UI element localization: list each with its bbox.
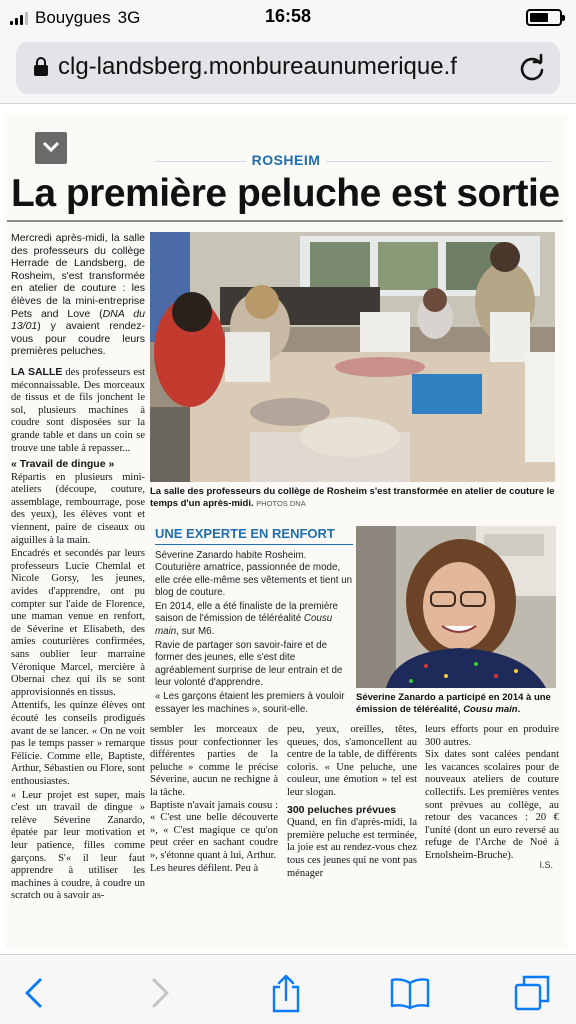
article-kicker: ROSHEIM — [5, 152, 567, 168]
carrier-name: Bouygues — [35, 8, 111, 27]
column-2: sembler les morceaux de tissus pour confectionner les différentes parties de la peluche » comme le précise Séverine, aucun ne rechigne à la tâche. Baptiste n'avait jamais cousu : « C'est une belle découverte », « C'est magique ce qu'on peut créer en sachant coudre », s'étonne quant à lui, Arthur. Les heures défilent. Peu à — [150, 724, 278, 874]
column-4: leurs efforts pour en produire 300 autres. Six dates sont calées pendant les vacances scolaires pour de nouveaux ateliers de couture collectifs. Les premières ventes sont prévues au collège, au retour des vacances : 20 € l'unité (dont un euro reversé au refuge de l'Arche de Noé à Ernolsheim-Bruche). — [425, 724, 559, 861]
article-headline: La première peluche est sortie — [11, 172, 560, 215]
headline-rule — [7, 220, 563, 222]
reload-icon[interactable] — [516, 52, 548, 84]
newspaper-clipping — [5, 114, 567, 949]
status-bar — [0, 0, 576, 34]
subhead-1: « Travail de dingue » — [11, 458, 115, 471]
paragraph-4: Attentifs, les quinze élèves ont écouté les conseils prodigués avant de se lancer. « On ne voit pas le temps passer » remarque Félicie. Comme elle, Baptiste, Arthur, Sébastien ou Flore, sont enthousiastes. — [11, 700, 145, 787]
photo-caption: La salle des professeurs du collège de Rosheim s'est transformée en atelier de couture le temps d'un après-midi. PHOTOS DNA — [150, 486, 555, 509]
workshop-photo — [150, 232, 555, 482]
box-text — [155, 550, 353, 718]
photo-credit: PHOTOS DNA — [256, 498, 306, 508]
network-type: 3G — [117, 8, 141, 27]
web-page — [0, 104, 576, 954]
status-time: 16:58 — [264, 6, 312, 26]
tabs-icon[interactable] — [512, 973, 552, 1013]
paragraph-1: LA SALLE des professeurs est méconnaissable. Des morceaux de tissus et de fils jonchent le sol, plusieurs machines à coudre sont disposées sur la grande table et dans un coin se trouve une table à repasser... — [11, 365, 145, 454]
box-paragraph-2: En 2014, elle a été finaliste de la première saison de l'émission de téléréalité Cousu main, sur M6. — [155, 601, 338, 637]
bottom-toolbar — [0, 954, 576, 1024]
paragraph-2: Répartis en plusieurs mini-ateliers (découpe, couture, assemblage, rembourrage, pose des yeux), les élèves vont et viennent, paire de ciseaux ou aiguilles à la main. — [11, 471, 145, 546]
portrait-photo — [356, 526, 556, 688]
column-3-text: peu, yeux, oreilles, têtes, queues, dos, s'amoncellent au centre de la table, de différents coloris. « Une peluche, une couleur, une émotion » tel est leur slogan. — [287, 724, 417, 798]
address-bar-area — [0, 34, 576, 104]
box-paragraph-3: Ravie de partager son savoir-faire et de former des jeunes, elle s'est dite agréablement surprise de leur entrain et de leur volonté d'apprendre. — [155, 640, 343, 688]
box-rule — [155, 544, 353, 545]
paragraph-3: Encadrés et secondés par leurs professeurs Lucie Chemlal et Nicole Gorsy, les jeunes, avides d'apprendre, ont pu compter sur l'aide de Florence, une maman venue en renfort, de Séverine et Elisabeth, des amies couturières confirmées, sans oublier leur marraine Véronique Marcel, mercière à Obernai chez qui ils se sont approvisionnés en tissus. — [11, 548, 145, 698]
author-signature: I.S. — [539, 860, 553, 870]
column-3 — [287, 724, 417, 881]
column-1 — [11, 232, 145, 904]
box-title: UNE EXPERTE EN RENFORT — [155, 526, 335, 541]
forward-icon[interactable] — [140, 973, 180, 1013]
intro-paragraph: Mercredi après-midi, la salle des professeurs du collège Herrade de Landsberg, de Rosheim, s'est transformée en atelier de couture : les élèves de la mini-entreprise Pets and Love (DNA du 13/01) y avaient rendez-vous pour coudre leurs premières peluches. — [11, 232, 145, 358]
share-icon[interactable] — [266, 973, 306, 1013]
address-bar[interactable] — [16, 42, 560, 94]
bookmarks-icon[interactable] — [390, 973, 430, 1013]
portrait-caption: Séverine Zanardo a participé en 2014 à une émission de téléréalité, Cousu main. — [356, 692, 551, 715]
back-icon[interactable] — [14, 973, 54, 1013]
battery-icon — [526, 9, 562, 26]
paragraph-5: « Leur projet est super, mais c'est un travail de dingue » relève Séverine Zanardo, épatée par leur motivation et leur patience, filles comme garçons. S'« il leur faut apprendre à utiliser les machines à coudre, à coudre un scratch ou à savoir as- — [11, 789, 145, 902]
url-text[interactable]: clg-landsberg.monbureaunumerique.f — [58, 53, 457, 80]
column-3-text-2: Quand, en fin d'après-midi, la première peluche est terminée, la joie est au rendez-vous chez tous ces jeunes qui ne vont pas ménager — [287, 817, 417, 879]
box-paragraph-1: Séverine Zanardo habite Rosheim. Couturière amatrice, passionnée de mode, elle crée elle-même ses vêtements et tient un blog de couture. — [155, 550, 353, 598]
box-paragraph-4: « Les garçons étaient les premiers à vouloir essayer les machines », sourit-elle. — [155, 691, 345, 715]
subhead-2: 300 peluches prévues — [287, 803, 397, 816]
lock-icon — [34, 57, 48, 77]
